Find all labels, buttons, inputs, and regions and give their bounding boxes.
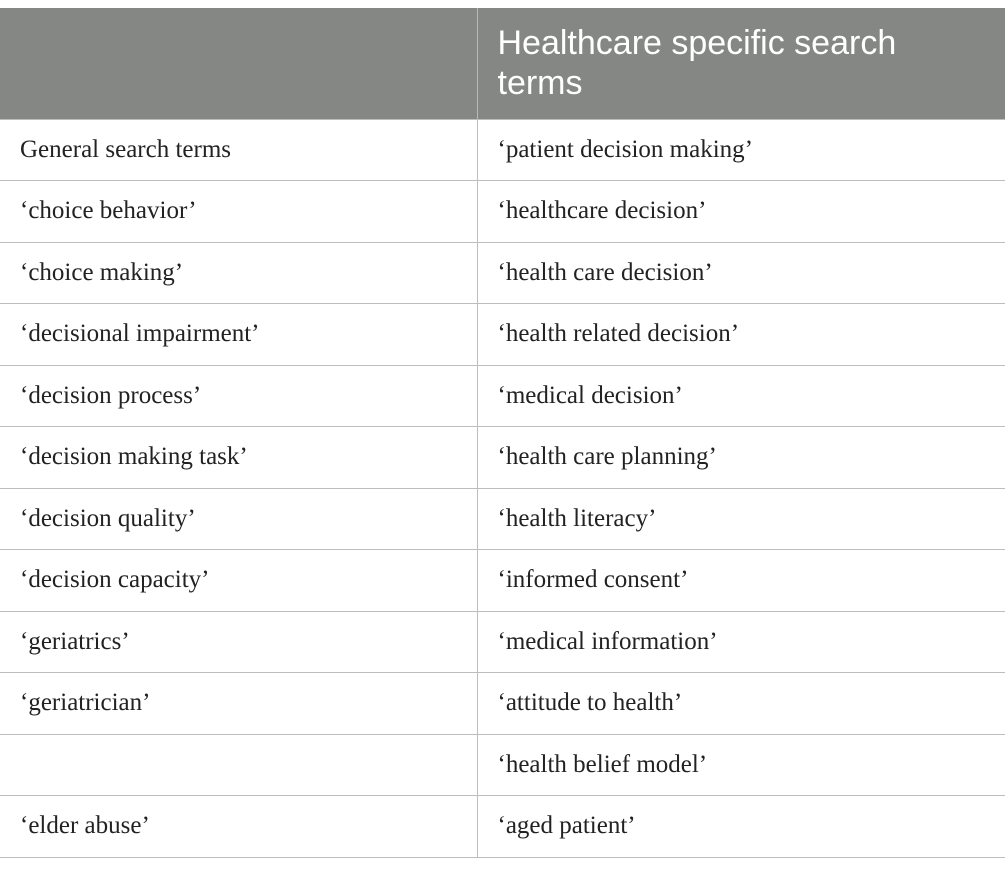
general-term-cell: ‘decision quality’ (0, 488, 477, 550)
table-row (0, 673, 1005, 735)
table-row (0, 611, 1005, 673)
general-term-cell: ‘elder abuse’ (0, 796, 477, 858)
table-row (0, 550, 1005, 612)
general-term-cell: ‘decision process’ (0, 365, 477, 427)
table-row (0, 304, 1005, 366)
table-row (0, 242, 1005, 304)
header-cell-empty (0, 8, 477, 119)
table-row (0, 365, 1005, 427)
search-terms-table (0, 8, 1005, 858)
healthcare-term-cell: ‘health literacy’ (477, 488, 1005, 550)
table-row (0, 796, 1005, 858)
table-row (0, 119, 1005, 181)
healthcare-term-cell: ‘health care decision’ (477, 242, 1005, 304)
general-term-cell: ‘geriatrics’ (0, 611, 477, 673)
healthcare-term-cell: ‘informed consent’ (477, 550, 1005, 612)
general-term-cell: ‘decisional impairment’ (0, 304, 477, 366)
healthcare-term-cell: ‘medical information’ (477, 611, 1005, 673)
general-term-cell: ‘geriatrician’ (0, 673, 477, 735)
healthcare-term-cell: ‘patient decision making’ (477, 119, 1005, 181)
healthcare-term-cell: ‘attitude to health’ (477, 673, 1005, 735)
general-term-cell: ‘choice making’ (0, 242, 477, 304)
healthcare-term-cell: ‘healthcare decision’ (477, 181, 1005, 243)
healthcare-term-cell: ‘health belief model’ (477, 734, 1005, 796)
table-row (0, 181, 1005, 243)
general-term-cell: General search terms (0, 119, 477, 181)
healthcare-term-cell: ‘health care planning’ (477, 427, 1005, 489)
search-terms-table-container (0, 8, 1005, 858)
table-header-row (0, 8, 1005, 119)
healthcare-term-cell: ‘health related decision’ (477, 304, 1005, 366)
table-row (0, 734, 1005, 796)
header-cell-healthcare-terms: Healthcare specific search terms (477, 8, 1005, 119)
table-row (0, 488, 1005, 550)
general-term-cell: ‘decision making task’ (0, 427, 477, 489)
general-term-cell: ‘decision capacity’ (0, 550, 477, 612)
healthcare-term-cell: ‘aged patient’ (477, 796, 1005, 858)
healthcare-term-cell: ‘medical decision’ (477, 365, 1005, 427)
table-row (0, 427, 1005, 489)
general-term-cell (0, 734, 477, 796)
general-term-cell: ‘choice behavior’ (0, 181, 477, 243)
